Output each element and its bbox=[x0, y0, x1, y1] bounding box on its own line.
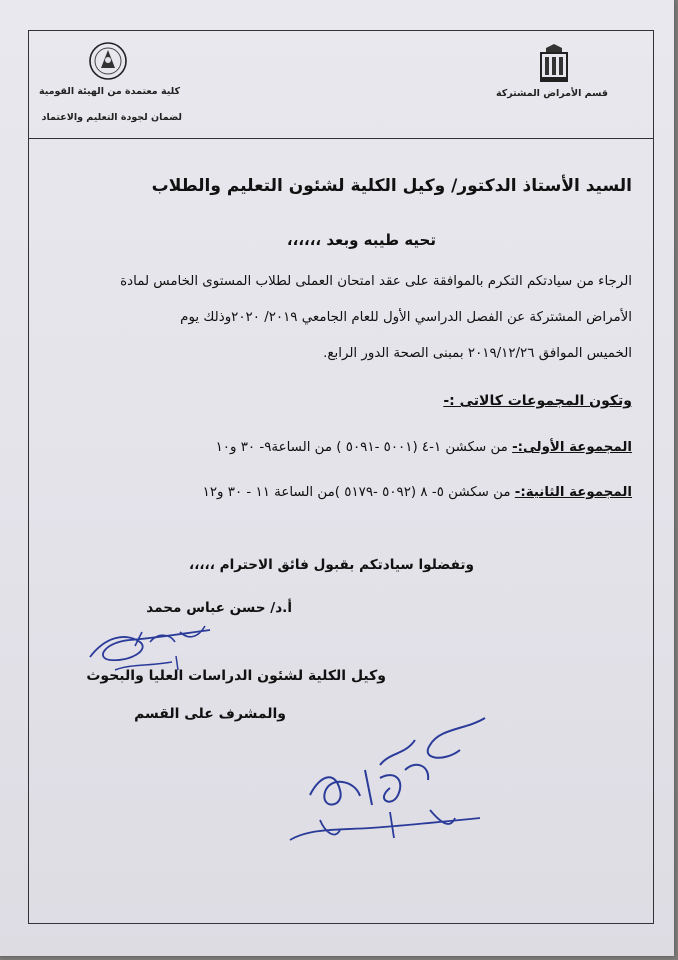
body-line-1: الرجاء من سيادتكم التكرم بالموافقة على عقد امتحان العملى لطلاب المستوى الخامس لمادة bbox=[120, 274, 632, 289]
group-2-label: المجموعة الثانية:- bbox=[514, 485, 632, 500]
group-1 bbox=[216, 440, 632, 455]
group-2-details: من سكشن ٥- ٨ (٥٠٩٢ -٥١٧٩ )من الساعة ١١ - ٣٠ و١٢ bbox=[202, 485, 511, 500]
signer-title-1: وكيل الكلية لشئون الدراسات العليا والبحوث bbox=[86, 668, 386, 684]
group-1-details: من سكشن ١-٤ (٥٠٠١ -٥٠٩١ ) من الساعة٩- ٣٠ و١٠ bbox=[215, 440, 508, 455]
signature-1 bbox=[80, 612, 220, 682]
signer-name: أ.د/ حسن عباس محمد bbox=[146, 600, 292, 616]
body-line-3: الخميس الموافق ٢٠١٩/١٢/٢٦ بمبنى الصحة الدور الرابع. bbox=[323, 346, 632, 361]
group-2 bbox=[203, 485, 632, 500]
accreditation-seal-icon bbox=[87, 40, 129, 82]
group-1-label: المجموعة الأولى:- bbox=[512, 440, 632, 455]
closing: وتفضلوا سيادتكم بقبول فائق الاحترام ،،،،، bbox=[189, 557, 474, 573]
groups-intro: وتكون المجموعات كالاتى :- bbox=[443, 393, 632, 409]
department-logo-icon bbox=[536, 42, 572, 84]
signer-title-2: والمشرف على القسم bbox=[134, 706, 286, 722]
body-line-2: الأمراض المشتركة عن الفصل الدراسي الأول للعام الجامعي ٢٠١٩/ ٢٠٢٠وذلك يوم bbox=[180, 310, 632, 325]
department-name: قسم الأمراض المشتركة bbox=[495, 88, 608, 99]
accreditation-line2: لضمان لجودة التعليم والاعتماد bbox=[41, 112, 182, 123]
addressee: السيد الأستاذ الدكتور/ وكيل الكلية لشئون التعليم والطلاب bbox=[151, 176, 632, 196]
signature-2 bbox=[280, 700, 510, 865]
header-divider bbox=[28, 138, 654, 139]
greeting: تحيه طيبه وبعد ،،،،،، bbox=[286, 231, 436, 249]
accreditation-line1: كلية معتمدة من الهيئة القومية bbox=[38, 86, 180, 97]
